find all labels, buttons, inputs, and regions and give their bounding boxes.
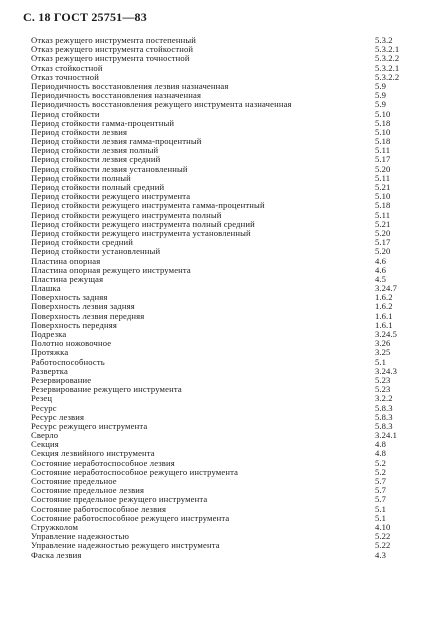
index-term: Состояние неработоспособное лезвия: [31, 457, 175, 468]
index-term: Отказ режущего инструмента постепенный: [31, 35, 196, 45]
index-section-ref: 5.18: [375, 200, 391, 211]
index-term: Период стойкости гамма-процентный: [31, 117, 175, 128]
index-term: Период стойкости лезвия установленный: [31, 163, 188, 174]
index-term: Отказ режущего инструмента точностной: [31, 53, 190, 64]
index-section-ref: 5.7: [375, 476, 387, 486]
index-term: Период стойкости полный: [31, 172, 131, 183]
index-section-ref: 5.17: [375, 237, 391, 248]
index-section-ref: 5.23: [375, 384, 391, 395]
index-term: Пластина опорная: [31, 255, 101, 266]
index-entry: [31, 551, 411, 560]
index-term: Период стойкости лезвия гамма-процентный: [31, 136, 202, 147]
index-term: Развертка: [31, 365, 68, 376]
index-term: Поверхность передняя: [31, 319, 117, 330]
index-term: Резец: [31, 393, 53, 404]
index-entry: [31, 431, 411, 440]
index-section-ref: 4.8: [375, 439, 387, 450]
index-section-ref: 5.3.2.1: [375, 62, 400, 73]
index-term: Состояние работоспособное режущего инструмента: [31, 512, 230, 523]
index-section-ref: 5.18: [375, 117, 391, 128]
index-section-ref: 5.20: [375, 163, 391, 174]
index-section-ref: 5.1: [375, 503, 387, 514]
index-section-ref: 5.22: [375, 531, 391, 542]
index-term: Периодичность восстановления лезвия назначенная: [31, 80, 229, 91]
index-section-ref: 4.6: [375, 255, 387, 266]
index-term: Полотно ножовочное: [31, 338, 112, 349]
index-term: Резервирование режущего инструмента: [31, 384, 182, 395]
index-section-ref: 5.8.3: [375, 420, 393, 431]
index-entry: [31, 394, 411, 403]
index-term: Поверхность лезвия передняя: [31, 310, 145, 321]
index-section-ref: 5.8.3: [375, 411, 393, 422]
index-section-ref: 5.3.2.2: [375, 71, 400, 82]
index-section-ref: 5.9: [375, 90, 387, 101]
index-entry: [31, 321, 411, 330]
index-section-ref: 3.24.3: [375, 365, 398, 376]
index-entry: [31, 404, 411, 413]
index-term: Протяжка: [31, 347, 69, 358]
index-section-ref: 4.8: [375, 448, 387, 459]
index-term: Резервирование: [31, 374, 92, 385]
index-section-ref: 5.7: [375, 494, 387, 505]
index-term: Периодичность восстановления назначенная: [31, 90, 202, 101]
index-section-ref: 5.10: [375, 191, 391, 202]
index-term: Отказ режущего инструмента стойкостной: [31, 44, 194, 55]
index-term: Поверхность задняя: [31, 292, 108, 303]
index-section-ref: 5.1: [375, 356, 387, 367]
index-term: Управление надежностью режущего инструмента: [31, 540, 220, 551]
index-term: Секция: [31, 439, 59, 450]
index-section-ref: 5.17: [375, 154, 391, 165]
index-section-ref: 5.2: [375, 457, 387, 468]
index-term: Период стойкости средний: [31, 237, 133, 248]
index-term: Период стойкости режущего инструмента полный: [31, 209, 222, 220]
index-term: Период стойкости лезвия: [31, 126, 128, 137]
index-section-ref: 3.24.1: [375, 430, 398, 441]
index-section-ref: 3.25: [375, 347, 391, 358]
index-term: Период стойкости полный средний: [31, 182, 165, 192]
index-term: Пластина опорная режущего инструмента: [31, 264, 191, 275]
index-term: Поверхность лезвия задняя: [31, 301, 135, 312]
index-section-ref: 5.3.2: [375, 35, 393, 45]
index-entry: [31, 422, 411, 431]
index-term: Период стойкости установленный: [31, 246, 161, 257]
index-section-ref: 5.3.2.1: [375, 44, 400, 55]
index-section-ref: 5.21: [375, 182, 391, 192]
index-section-ref: 5.10: [375, 108, 391, 119]
index-section-ref: 3.24.5: [375, 329, 398, 339]
page-header: С. 18 ГОСТ 25751—83: [23, 10, 147, 24]
index-term: Отказ стойкостной: [31, 62, 103, 73]
index-term: Период стойкости режущего инструмента установленный: [31, 227, 251, 238]
index-entry: [31, 275, 411, 284]
index-entry: [31, 358, 411, 367]
index-term: Состояние предельное: [31, 476, 117, 486]
index-section-ref: 4.5: [375, 273, 387, 284]
index-section-ref: 4.6: [375, 264, 387, 275]
index-entry: [31, 541, 411, 550]
index-term: Период стойкости лезвия средний: [31, 154, 161, 165]
index-section-ref: 4.10: [375, 521, 391, 532]
index-term: Плашка: [31, 283, 61, 294]
index-section-ref: 5.8.3: [375, 402, 393, 413]
index-term: Состояние неработоспособное режущего инструмента: [31, 466, 239, 477]
index-term: Период стойкости режущего инструмента: [31, 191, 191, 202]
index-section-ref: 5.2: [375, 466, 387, 477]
index-term: Управление надежностью: [31, 531, 130, 542]
index-entry: [31, 385, 411, 394]
index-term: Состояние работоспособное лезвия: [31, 503, 167, 514]
index-section-ref: 5.10: [375, 126, 391, 137]
index-section-ref: 5.1: [375, 512, 387, 523]
index-section-ref: 5.23: [375, 374, 391, 385]
index-term: Ресурс лезвия: [31, 411, 85, 422]
index-term: Секция лезвийного инструмента: [31, 448, 155, 459]
index-section-ref: 5.11: [375, 145, 391, 156]
index-section-ref: 5.18: [375, 136, 391, 147]
index-term: Период стойкости: [31, 108, 100, 119]
index-section-ref: 1.6.2: [375, 301, 393, 312]
index-section-ref: 1.6.1: [375, 310, 393, 321]
index-term: Состояние предельное лезвия: [31, 485, 145, 496]
index-entry: [31, 514, 411, 523]
index-section-ref: 1.6.2: [375, 292, 393, 303]
index-section-ref: 5.21: [375, 218, 391, 229]
index-section-ref: 5.11: [375, 209, 391, 220]
index-section-ref: 3.26: [375, 338, 391, 349]
index-term: Стружколом: [31, 521, 79, 532]
index-term: Работоспособность: [31, 356, 105, 367]
index-section-ref: 5.20: [375, 246, 391, 257]
index-section-ref: 5.9: [375, 80, 387, 91]
index-section-ref: 3.2.2: [375, 393, 393, 404]
index-term: Период стойкости режущего инструмента полный средний: [31, 218, 255, 229]
index-section-ref: 1.6.1: [375, 319, 393, 330]
index-section-ref: 5.20: [375, 227, 391, 238]
index-term: Ресурс: [31, 402, 57, 413]
index-section-ref: 5.22: [375, 540, 391, 551]
index-section-ref: 5.11: [375, 172, 391, 183]
index-term: Пластина режущая: [31, 273, 104, 284]
index-term: Фаска лезвия: [31, 549, 82, 560]
index-section-ref: 3.24.7: [375, 283, 398, 294]
term-index-list: [31, 36, 411, 560]
index-term: Ресурс режущего инструмента: [31, 420, 148, 431]
index-term: Подрезка: [31, 329, 67, 339]
index-section-ref: 5.3.2.2: [375, 53, 400, 64]
index-term: Сверло: [31, 430, 59, 441]
index-entry: [31, 339, 411, 348]
index-section-ref: 5.7: [375, 485, 387, 496]
index-term: Период стойкости режущего инструмента гамма-процентный: [31, 200, 265, 211]
index-term: Состояние предельное режущего инструмента: [31, 494, 208, 505]
index-section-ref: 4.3: [375, 549, 387, 560]
index-term: Период стойкости лезвия полный: [31, 145, 159, 156]
index-term: Отказ точностной: [31, 71, 99, 82]
index-section-ref: 5.9: [375, 99, 387, 110]
index-term: Периодичность восстановления режущего инструмента назначенная: [31, 99, 292, 110]
